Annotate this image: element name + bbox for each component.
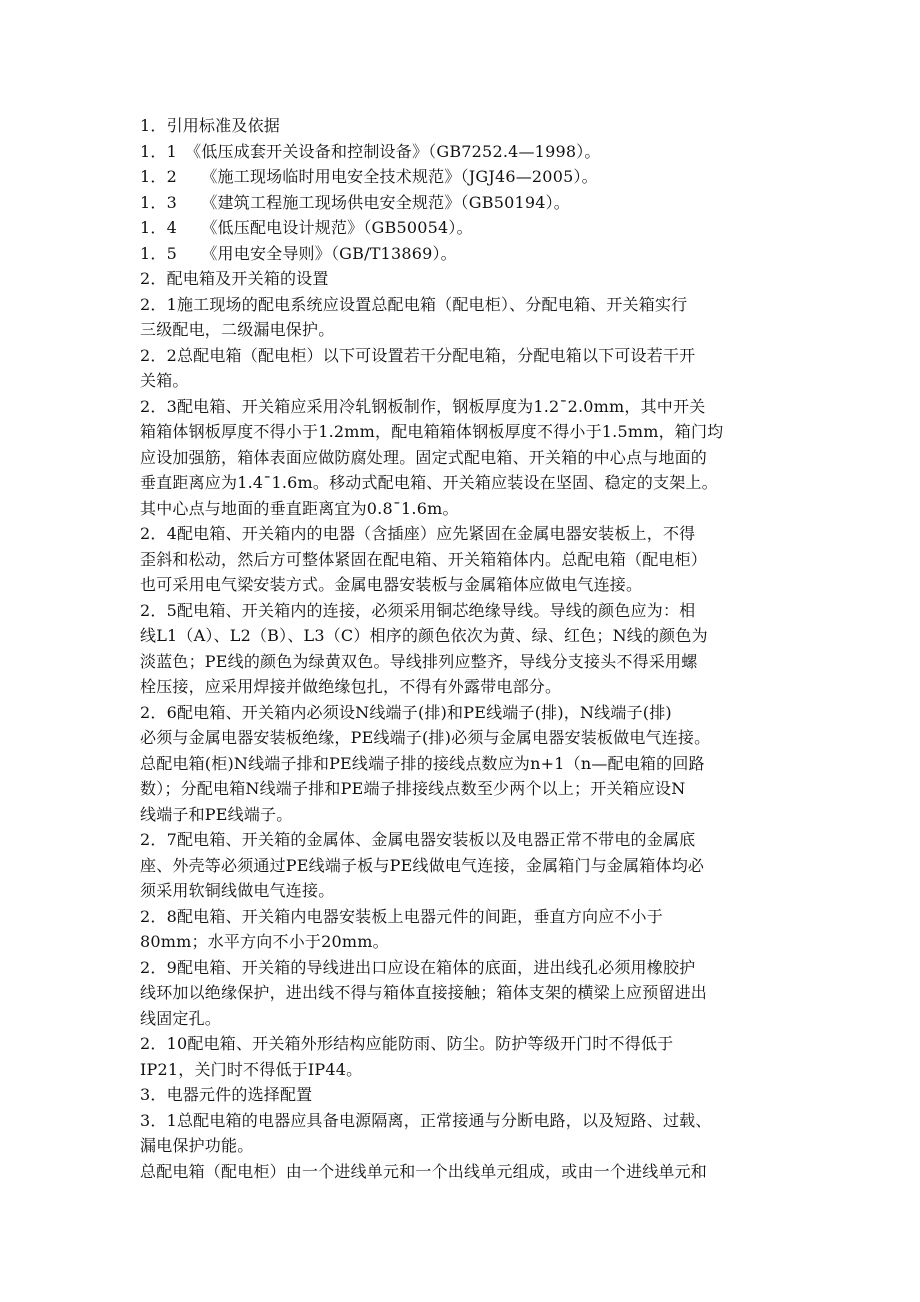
paragraph-line: 三级配电，二级漏电保护。 xyxy=(140,320,335,339)
reference-1-5: 1．5 《用电安全导则》（GB/T13869）。 xyxy=(140,243,457,263)
paragraph-line: 80mm；水平方向不小于20mm。 xyxy=(140,932,389,951)
paragraph-line: 线环加以绝缘保护，进出线不得与箱体直接接触；箱体支架的横梁上应预留进出 xyxy=(140,983,708,1002)
paragraph-line: 栓压接，应采用焊接并做绝缘包扎，不得有外露带电部分。 xyxy=(140,677,562,696)
paragraph-line: 线L1（A）、L2（B）、L3（C）相序的颜色依次为黄、绿、红色；N线的颜色为 xyxy=(140,626,708,645)
reference-1-1: 1．1 《低压成套开关设备和控制设备》（GB7252.4—1998）。 xyxy=(140,141,601,161)
reference-1-4: 1．4 《低压配电设计规范》（GB50054）。 xyxy=(140,218,473,237)
paragraph-line: 3．1总配电箱的电器应具备电源隔离，正常接通与分断电路，以及短路、过载、 xyxy=(140,1110,712,1130)
heading-2: 2．配电箱及开关箱的设置 xyxy=(140,269,329,288)
paragraph-line: 箱箱体钢板厚度不得小于1.2mm，配电箱箱体钢板厚度不得小于1.5mm，箱门均 xyxy=(140,422,724,441)
paragraph-line: 2．9配电箱、开关箱的导线进出口应设在箱体的底面，进出线孔必须用橡胶护 xyxy=(140,957,696,977)
paragraph-line: 总配电箱(柜)N线端子排和PE线端子排的接线点数应为n+1（n—配电箱的回路 xyxy=(140,753,705,773)
paragraph-line: IP21，关门时不得低于IP44。 xyxy=(140,1059,363,1079)
paragraph-line: 2．6配电箱、开关箱内必须设N线端子(排)和PE线端子(排)，N线端子(排) xyxy=(140,702,672,722)
paragraph-line: 线端子和PE线端子。 xyxy=(140,804,293,824)
paragraph-line: 2．7配电箱、开关箱的金属体、金属电器安装板以及电器正常不带电的金属底 xyxy=(140,830,696,849)
paragraph-line: 2．8配电箱、开关箱内电器安装板上电器元件的间距，垂直方向应不小于 xyxy=(140,906,663,926)
paragraph-line: 2．5配电箱、开关箱内的连接，必须采用铜芯绝缘导线。导线的颜色应为：相 xyxy=(140,600,696,620)
paragraph-line: 淡蓝色；PE线的颜色为绿黄双色。导线排列应整齐，导线分支接头不得采用螺 xyxy=(140,651,698,671)
paragraph-line: 其中心点与地面的垂直距离宜为0.8¯1.6m。 xyxy=(140,498,459,518)
paragraph-line: 座、外壳等必须通过PE线端子板与PE线做电气连接，金属箱门与金属箱体均必 xyxy=(140,855,705,875)
paragraph-line: 也可采用电气梁安装方式。金属电器安装板与金属箱体应做电气连接。 xyxy=(140,575,643,594)
paragraph-line: 歪斜和松动，然后方可整体紧固在配电箱、开关箱箱体内。总配电箱（配电柜） xyxy=(140,549,708,569)
paragraph-line: 线固定孔。 xyxy=(140,1008,222,1028)
paragraph-line: 总配电箱（配电柜）由一个进线单元和一个出线单元组成，或由一个进线单元和 xyxy=(140,1161,708,1181)
paragraph-line: 垂直距离应为1.4¯1.6m。移动式配电箱、开关箱应装设在坚固、稳定的支架上。 xyxy=(140,473,718,492)
paragraph-line: 关箱。 xyxy=(140,371,189,390)
heading-1: 1．引用标准及依据 xyxy=(140,116,280,135)
reference-1-2: 1．2 《施工现场临时用电安全技术规范》（JGJ46—2005）。 xyxy=(140,167,598,186)
paragraph-line: 漏电保护功能。 xyxy=(140,1136,254,1155)
paragraph-line: 数）；分配电箱N线端子排和PE端子排接线点数至少两个以上；开关箱应设N xyxy=(140,779,686,798)
paragraph-line: 2．2总配电箱（配电柜）以下可设置若干分配电箱，分配电箱以下可设若干开 xyxy=(140,345,696,365)
paragraph-line: 2．1施工现场的配电系统应设置总配电箱（配电柜）、分配电箱、开关箱实行 xyxy=(140,294,688,314)
document-body xyxy=(140,113,785,1184)
heading-3: 3．电器元件的选择配置 xyxy=(140,1085,313,1104)
paragraph-line: 必须与金属电器安装板绝缘，PE线端子(排)必须与金属电器安装板做电气连接。 xyxy=(140,728,711,747)
paragraph-line: 2．4配电箱、开关箱内的电器（含插座）应先紧固在金属电器安装板上，不得 xyxy=(140,524,696,543)
paragraph-line: 须采用软铜线做电气连接。 xyxy=(140,881,335,900)
paragraph-line: 2．10配电箱、开关箱外形结构应能防雨、防尘。防护等级开门时不得低于 xyxy=(140,1034,674,1053)
reference-1-3: 1．3 《建筑工程施工现场供电安全规范》（GB50194）。 xyxy=(140,192,570,212)
paragraph-line: 应设加强筋，箱体表面应做防腐处理。固定式配电箱、开关箱的中心点与地面的 xyxy=(140,447,708,467)
paragraph-line: 2．3配电箱、开关箱应采用冷轧钢板制作，钢板厚度为1.2¯2.0mm，其中开关 xyxy=(140,396,706,416)
